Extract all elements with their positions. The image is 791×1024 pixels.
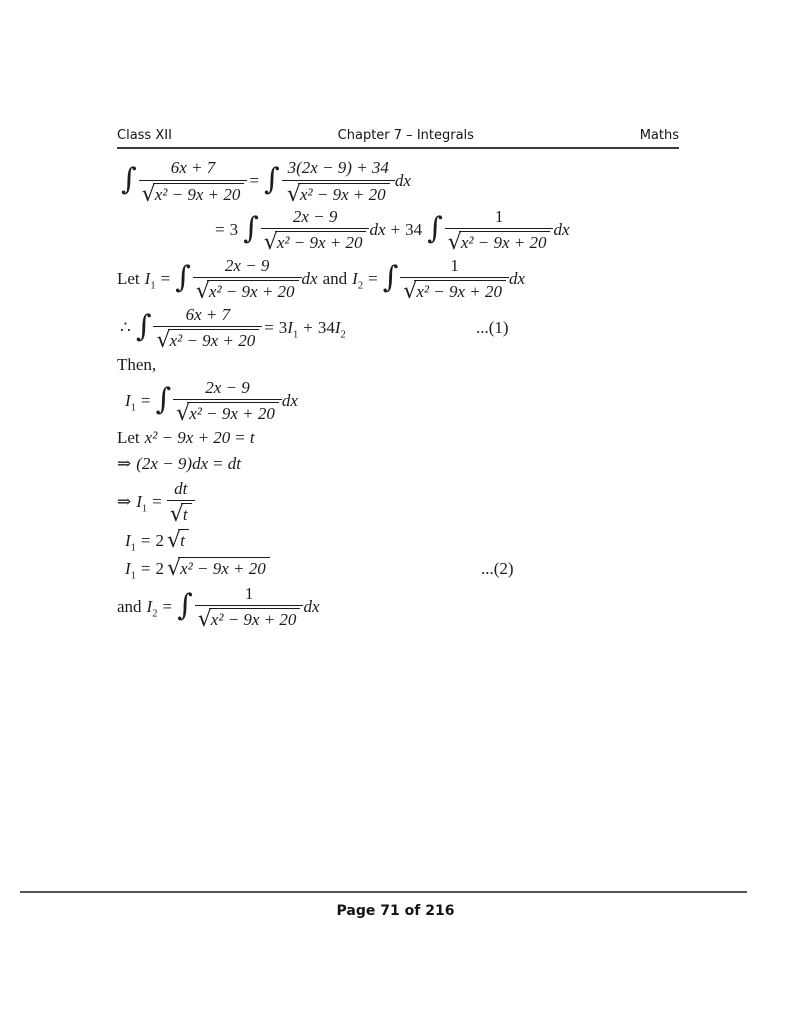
radical-sign: √	[156, 327, 171, 354]
text-line-then	[117, 354, 681, 376]
sqrt-expression	[156, 327, 259, 354]
word-then: Then,	[117, 354, 157, 374]
variable-I: I	[125, 391, 131, 411]
sqrt-expression	[176, 400, 279, 427]
equals-sign: =	[264, 318, 274, 338]
coefficient: 34	[317, 318, 335, 338]
equation-line-7	[117, 451, 681, 477]
coefficient: 2	[155, 530, 165, 550]
numerator: 1	[400, 256, 509, 279]
equation-line-6	[117, 427, 681, 449]
fraction	[167, 479, 195, 526]
fraction	[139, 158, 248, 205]
variable-I2	[146, 597, 158, 620]
equation-line-2	[215, 207, 681, 254]
variable-I1	[125, 530, 136, 554]
footer-divider	[20, 891, 747, 893]
term-34I2	[317, 318, 346, 341]
header-subject: Maths	[639, 128, 679, 143]
integral-sign: ∫	[177, 587, 193, 623]
word-and: and	[117, 597, 142, 617]
fraction	[193, 256, 302, 303]
header-chapter-title: Chapter 7 – Integrals	[337, 128, 474, 143]
differential-dx: dx	[369, 220, 386, 240]
word-and: and	[322, 269, 348, 289]
coefficient: 3	[278, 318, 288, 338]
numerator: 2x − 9	[261, 207, 370, 230]
word-let: Let	[117, 269, 140, 289]
equation-line-11	[117, 584, 681, 631]
denominator	[139, 181, 248, 205]
sqrt-expression	[286, 180, 390, 207]
fraction	[400, 256, 509, 303]
radicand: x² − 9x + 20	[178, 557, 270, 579]
subscript-1: 1	[292, 329, 299, 341]
subscript-1: 1	[150, 280, 156, 292]
equals-sign: =	[213, 453, 223, 473]
radical-sign: √	[263, 229, 278, 256]
solution-content	[117, 158, 681, 633]
equation-line-4	[120, 305, 681, 352]
word-let: Let	[117, 427, 140, 447]
variable-I1	[144, 269, 156, 292]
radicand: x² − 9x + 20	[207, 280, 299, 302]
numerator: 6x + 7	[153, 305, 262, 328]
subscript-2: 2	[152, 608, 158, 620]
equation-number-1: ...(1)	[476, 318, 509, 338]
numerator: 3(2x − 9) + 34	[282, 158, 395, 181]
subscript-2: 2	[357, 280, 364, 292]
subscript-1: 1	[130, 402, 136, 414]
coefficient: 2	[155, 558, 165, 578]
equation-line-1	[121, 158, 681, 205]
expression-2x9dx: (2x − 9)dx	[136, 453, 209, 473]
variable-I: I	[146, 597, 153, 617]
radical-sign: √	[286, 180, 301, 207]
differential-dx: dx	[303, 597, 320, 617]
differential-dx: dx	[394, 171, 411, 191]
numerator: dt	[167, 479, 195, 502]
numerator: 1	[195, 584, 304, 607]
integral-sign: ∫	[243, 210, 259, 246]
sqrt-expression	[447, 229, 551, 256]
denominator	[193, 278, 302, 305]
variable-I1	[136, 492, 148, 515]
radicand: x² − 9x + 20	[275, 231, 367, 253]
fraction	[173, 378, 282, 425]
equation-line-5	[125, 378, 681, 425]
radical-sign: √	[141, 180, 156, 207]
integral-sign: ∫	[263, 161, 280, 197]
fraction	[153, 305, 262, 352]
equals-sign: =	[140, 530, 151, 550]
subscript-1: 1	[130, 542, 136, 554]
radical-sign: √	[195, 278, 210, 305]
radicand: t	[181, 503, 192, 525]
sqrt-expression	[169, 501, 192, 528]
denominator	[400, 278, 509, 305]
variable-I: I	[125, 530, 131, 550]
fraction	[282, 158, 395, 205]
therefore-sign: ∴	[120, 318, 131, 339]
equation-line-10	[125, 556, 681, 582]
radical-sign: √	[447, 229, 462, 256]
radical-sign: √	[167, 527, 182, 554]
sqrt-expression	[263, 229, 367, 256]
equation-line-3	[117, 256, 681, 303]
subscript-1: 1	[141, 503, 148, 515]
radical-sign: √	[197, 606, 212, 633]
numerator: 1	[445, 207, 554, 230]
sqrt-expression	[195, 278, 299, 305]
fraction	[195, 584, 304, 631]
radicand: t	[178, 529, 189, 551]
differential-dx: dx	[509, 269, 526, 289]
variable-I1	[125, 558, 136, 582]
numerator: 2x − 9	[193, 256, 302, 279]
equation-number-2: ...(2)	[481, 558, 514, 578]
coefficient: 3	[229, 220, 239, 240]
fraction	[445, 207, 554, 254]
sqrt-expression	[141, 180, 245, 207]
equation-line-9	[125, 528, 681, 554]
integral-sign: ∫	[155, 381, 172, 417]
denominator	[282, 181, 395, 205]
coefficient: 34	[405, 220, 423, 240]
denominator	[445, 229, 554, 256]
numerator: 6x + 7	[139, 158, 248, 181]
page-header	[117, 128, 679, 149]
differential-dx: dx	[281, 391, 298, 411]
equals-sign: =	[215, 220, 225, 240]
fraction	[261, 207, 370, 254]
implies-sign: ⇒	[117, 453, 132, 474]
equals-sign: =	[368, 269, 378, 289]
radical-sign: √	[167, 555, 182, 582]
differential-dt: dt	[227, 453, 241, 473]
numerator: 2x − 9	[173, 378, 282, 401]
plus-sign: +	[303, 318, 313, 338]
radical-sign: √	[169, 501, 184, 528]
integral-sign: ∫	[427, 210, 443, 246]
sqrt-expression	[403, 278, 506, 305]
page-number: Page 71 of 216	[336, 903, 455, 919]
radicand: x² − 9x + 20	[187, 402, 279, 424]
radicand: x² − 9x + 20	[298, 183, 390, 205]
header-class: Class XII	[117, 128, 172, 143]
integral-sign: ∫	[382, 259, 399, 295]
equals-sign: =	[235, 427, 245, 447]
radical-sign: √	[403, 278, 418, 305]
integral-sign: ∫	[175, 259, 191, 295]
integral-sign: ∫	[135, 308, 152, 344]
denominator	[173, 400, 282, 427]
equals-sign: =	[249, 171, 259, 191]
sqrt-expression	[197, 606, 301, 633]
polynomial: x² − 9x + 20	[144, 427, 231, 447]
variable-I2	[352, 269, 364, 292]
radicand: x² − 9x + 20	[209, 608, 301, 630]
variable-I: I	[334, 318, 341, 338]
variable-I: I	[287, 318, 293, 338]
radicand: x² − 9x + 20	[168, 329, 260, 351]
variable-I: I	[144, 269, 151, 289]
implies-sign: ⇒	[117, 492, 132, 513]
plus-sign: +	[390, 220, 401, 240]
denominator	[167, 501, 195, 528]
differential-dx: dx	[301, 269, 318, 289]
term-3I1	[278, 318, 299, 341]
denominator	[153, 327, 262, 354]
sqrt-expression	[167, 527, 189, 554]
variable-I: I	[352, 269, 358, 289]
radical-sign: √	[176, 400, 191, 427]
sqrt-expression	[167, 555, 270, 582]
radicand: x² − 9x + 20	[459, 231, 551, 253]
variable-t: t	[249, 427, 255, 447]
equals-sign: =	[162, 597, 173, 617]
differential-dx: dx	[553, 220, 570, 240]
equals-sign: =	[140, 391, 151, 411]
integral-sign: ∫	[121, 161, 137, 197]
radicand: x² − 9x + 20	[153, 183, 245, 205]
denominator	[195, 606, 304, 633]
subscript-2: 2	[340, 329, 346, 341]
equals-sign: =	[152, 492, 162, 512]
equals-sign: =	[140, 558, 151, 578]
subscript-1: 1	[130, 570, 136, 582]
equation-line-8	[117, 479, 681, 526]
denominator	[261, 229, 370, 256]
radicand: x² − 9x + 20	[414, 280, 506, 302]
variable-I: I	[125, 558, 131, 578]
equals-sign: =	[160, 269, 171, 289]
variable-I1	[125, 391, 136, 414]
variable-I: I	[136, 492, 142, 512]
